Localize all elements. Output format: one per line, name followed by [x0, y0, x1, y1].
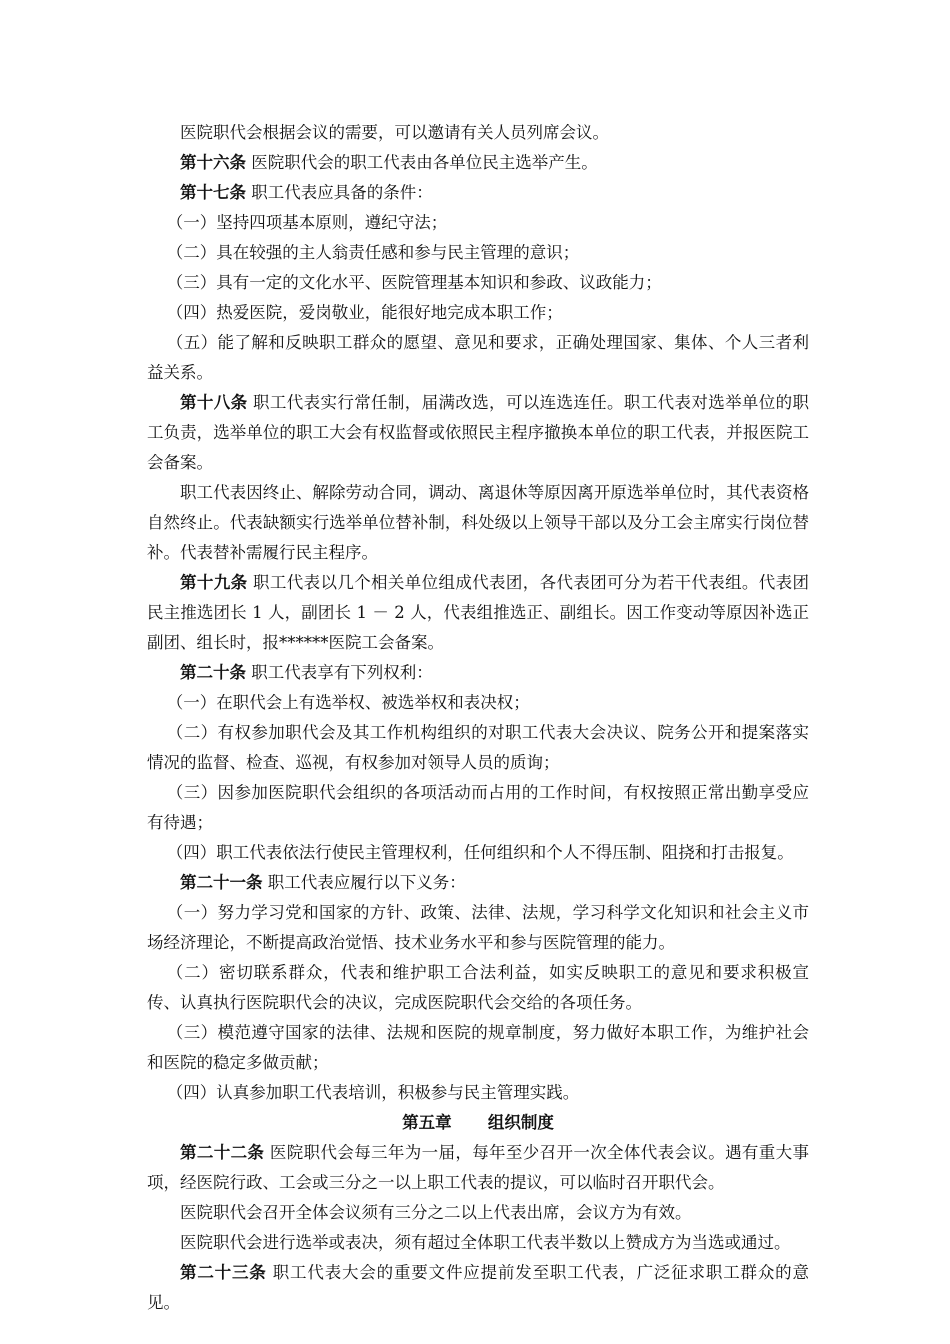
article-body: 医院职代会的职工代表由各单位民主选举产生。: [246, 153, 598, 172]
list-item: （三）因参加医院职代会组织的各项活动而占用的工作时间，有权按照正常出勤享受应有待遇；: [147, 783, 809, 832]
article-body: 职工代表应具备的条件：: [246, 183, 433, 202]
list-item: （一）坚持四项基本原则，遵纪守法；: [166, 213, 448, 232]
list-item: （一）努力学习党和国家的方针、政策、法律、法规，学习科学文化知识和社会主义市场经济理论，不断提高政治觉悟、技术业务水平和参与医院管理的能力。: [147, 903, 809, 952]
article-body: 职工代表应履行以下义务：: [262, 873, 466, 892]
chapter-number: 第五章: [402, 1113, 452, 1132]
paragraph: 医院职代会进行选举或表决，须有超过全体职工代表半数以上赞成方为当选或通过。: [180, 1233, 791, 1252]
paragraph: 医院职代会根据会议的需要，可以邀请有关人员列席会议。: [180, 123, 609, 142]
article-body: 职工代表以几个相关单位组成代表团，各代表团可分为若干代表组。代表团民主推选团长 1 人，副团长 1 － 2 人，代表组推选正、副组长。因工作变动等原因补选正副团、组长时，报******医院工会备案。: [147, 573, 809, 652]
list-item: （四）认真参加职工代表培训，积极参与民主管理实践。: [166, 1083, 580, 1102]
article-17: [147, 178, 809, 208]
article-body: 职工代表享有下列权利：: [246, 663, 433, 682]
list-item: （二）有权参加职代会及其工作机构组织的对职工代表大会决议、院务公开和提案落实情况的监督、检查、巡视，有权参加对领导人员的质询；: [147, 723, 809, 772]
list-item: （四）职工代表依法行使民主管理权利，任何组织和个人不得压制、阻挠和打击报复。: [166, 843, 794, 862]
article-body: 职工代表实行常任制，届满改选，可以连选连任。职工代表对选举单位的职工负责，选举单位的职工大会有权监督或依照民主程序撤换本单位的职工代表，并报医院工会备案。: [147, 393, 809, 472]
article-body: 职工代表大会的重要文件应提前发至职工代表，广泛征求职工群众的意见。: [147, 1263, 810, 1312]
list-item: （五）能了解和反映职工群众的愿望、意见和要求，正确处理国家、集体、个人三者利益关系。: [147, 333, 809, 382]
article-16: [147, 148, 809, 178]
article-20: [147, 658, 809, 688]
list-item: （二）密切联系群众，代表和维护职工合法利益，如实反映职工的意见和要求积极宣传、认真执行医院职代会的决议，完成医院职代会交给的各项任务。: [147, 963, 809, 1012]
article-21: [147, 868, 809, 898]
article-title: 第十七条: [180, 183, 246, 202]
article-23: [147, 1258, 809, 1318]
document-page: [147, 118, 809, 1318]
article-title: 第二十三条: [180, 1263, 267, 1282]
article-body: 医院职代会每三年为一届，每年至少召开一次全体代表会议。遇有重大事项，经医院行政、工会或三分之一以上职工代表的提议，可以临时召开职代会。: [147, 1143, 810, 1192]
list-item: （三）模范遵守国家的法律、法规和医院的规章制度，努力做好本职工作，为维护社会和医院的稳定多做贡献；: [147, 1023, 809, 1072]
list-item: （三）具有一定的文化水平、医院管理基本知识和参政、议政能力；: [166, 273, 662, 292]
chapter-name: 组织制度: [487, 1113, 554, 1132]
chapter-heading: [147, 1108, 809, 1138]
list-item: （一）在职代会上有选举权、被选举权和表决权；: [166, 693, 530, 712]
article-18: [147, 388, 809, 478]
article-title: 第十九条: [180, 573, 248, 592]
article-22: [147, 1138, 809, 1198]
article-title: 第二十条: [180, 663, 246, 682]
paragraph: 医院职代会召开全体会议须有三分之二以上代表出席，会议方为有效。: [180, 1203, 692, 1222]
article-title: 第二十二条: [180, 1143, 265, 1162]
list-item: （二）具在较强的主人翁责任感和参与民主管理的意识；: [166, 243, 580, 262]
article-19: [147, 568, 809, 658]
list-item: （四）热爱医院，爱岗敬业，能很好地完成本职工作；: [166, 303, 563, 322]
article-title: 第二十一条: [180, 873, 263, 892]
article-title: 第十八条: [180, 393, 248, 412]
article-title: 第十六条: [180, 153, 246, 172]
paragraph: 职工代表因终止、解除劳动合同，调动、离退休等原因离开原选举单位时，其代表资格自然终止。代表缺额实行选举单位替补制，科处级以上领导干部以及分工会主席实行岗位替补。代表替补需履行民主程序。: [147, 483, 809, 562]
